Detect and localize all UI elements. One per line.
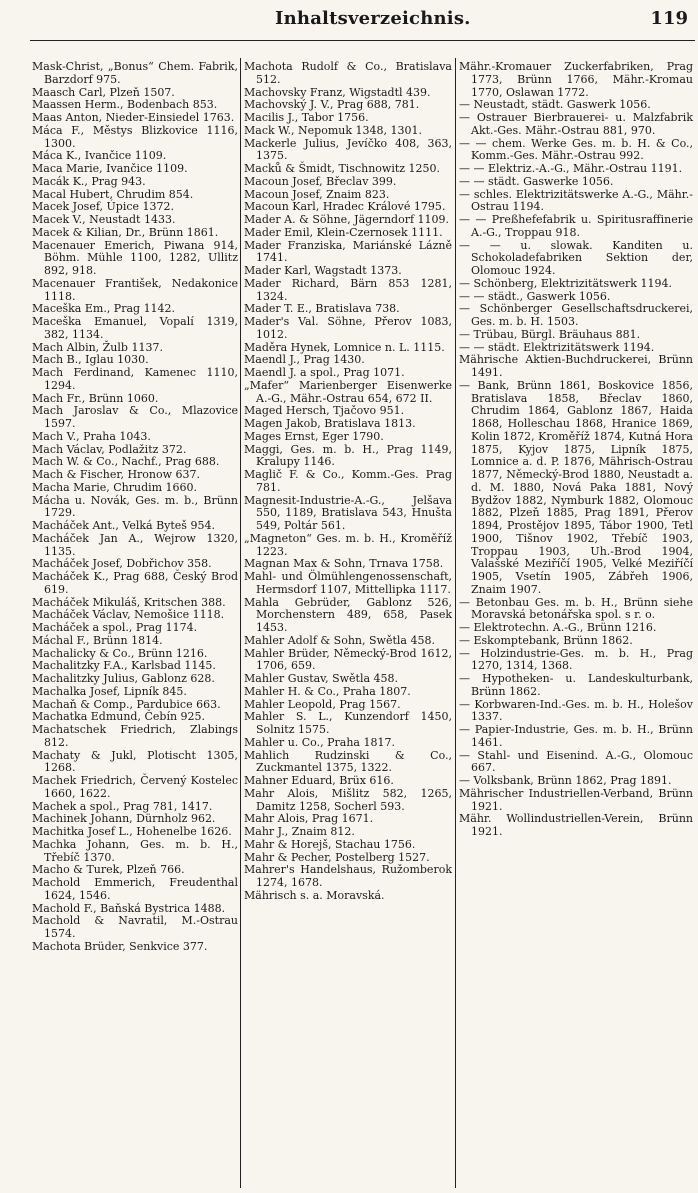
index-entry: Mages Ernst, Eger 1790. xyxy=(244,429,384,443)
index-entry: Mader T. E., Bratislava 738. xyxy=(244,302,400,316)
index-entry: Macoun Josef, Břeclav 399. xyxy=(244,174,397,188)
header-rule xyxy=(30,40,695,41)
index-entry: Machota Rudolf & Co., Bratislava 512. xyxy=(244,60,452,86)
index-entry: Mack W., Nepomuk 1348, 1301. xyxy=(244,123,422,137)
index-column-1 xyxy=(32,61,238,954)
index-entry: Macek V., Neustadt 1433. xyxy=(32,213,176,226)
index-entry: Macháček Mikuláš, Kritschen 388. xyxy=(32,595,226,609)
index-entry: Mach Albin, Žulb 1137. xyxy=(32,340,163,354)
index-entry: — — chem. Werke Ges. m. b. H. & Co., Komm.-Ges. Mähr.-Ostrau 992. xyxy=(459,136,693,163)
index-entry: Machovský J. V., Prag 688, 781. xyxy=(244,98,420,112)
index-entry: „Magneton“ Ges. m. b. H., Kroměříž 1223. xyxy=(244,531,452,558)
index-entry: Mahler S. L., Kunzendorf 1450, Solnitz 1575. xyxy=(244,710,452,736)
index-entry: Macháček Josef, Dobřichov 358. xyxy=(32,557,212,571)
index-entry: Maděra Hynek, Lomnice n. L. 1115. xyxy=(244,340,445,354)
index-entry: — Schönberg, Elektrizitätswerk 1194. xyxy=(459,276,672,290)
index-entry: Macal Hubert, Chrudim 854. xyxy=(32,187,194,201)
index-entry: Mährisch s. a. Moravská. xyxy=(244,888,385,902)
index-entry: Maca Marie, Ivančice 1109. xyxy=(32,162,188,175)
column-divider xyxy=(455,58,456,1188)
index-entry: Macenauer Emerich, Piwana 914, Böhm. Mühle 1100, 1282, Ullitz 892, 918. xyxy=(32,238,238,277)
index-entry: Machaň & Comp., Pardubice 663. xyxy=(32,697,221,711)
index-entry: — — städt. Elektrizitätswerk 1194. xyxy=(459,340,655,354)
index-entry: Machinek Johann, Dürnholz 962. xyxy=(32,812,216,826)
index-entry: Mahler H. & Co., Praha 1807. xyxy=(244,684,411,698)
index-entry: Mahrer's Handelshaus, Ružomberok 1274, 1678. xyxy=(244,863,452,889)
index-entry: — Bank, Brünn 1861, Boskovice 1856, Bratislava 1858, Břeclav 1860, Chrudim 1864, Gablonz 1867, Haida 1868, Holleschau 1868, Hranice 1869, Kolin 1872, Kroměříž 1874, Kutná Hora 1875, Kyjov 1875, Lipník 1875, Lomnice a. d. P. 1876, Mährisch-Ostrau 1877, Německý-Brod 1880, Neustadt a. d. M. 1880, Nová Paka 1881, Nový Bydžov 1882, Nymburk 1882, Olomouc 1882, Plzeň 1885, Prag 1891, Přerov 1894, Prostějov 1895, Tábor 1900, Tetl 1900, Tišnov 1902, Třebíč 1903, Troppau 1903, Uh.-Brod 1904, Valašské Meziříčí 1905, Velké Meziříčí 1905, Vsetín 1905, Zábřeh 1906, Znaim 1907. xyxy=(459,378,693,596)
index-entry: — Stahl- und Eisenind. A.-G., Olomouc 667. xyxy=(459,748,693,775)
index-entry: Maasch Carl, Plzeň 1507. xyxy=(32,85,175,99)
index-entry: Machka Johann, Ges. m. b. H., Třebíč 1370. xyxy=(32,837,238,864)
index-entry: Macák K., Prag 943. xyxy=(32,174,146,188)
index-entry: — Trübau, Bürgl. Bräuhaus 881. xyxy=(459,327,641,341)
index-entry: Macháček Ant., Velká Byteš 954. xyxy=(32,519,215,532)
index-entry: Machalitzky F.A., Karlsbad 1145. xyxy=(32,659,216,673)
index-entry: Machold F., Baňská Bystrica 1488. xyxy=(32,901,226,915)
index-entry: — — Preßhefefabrik u. Spiritusraffinerie A.-G., Troppau 918. xyxy=(459,213,693,239)
index-entry: — Eskomptebank, Brünn 1862. xyxy=(459,633,633,647)
index-entry: Macháček K., Prag 688, Český Brod 619. xyxy=(32,570,238,596)
index-entry: Machaty & Jukl, Plotischt 1305, 1268. xyxy=(32,748,238,775)
index-entry: Mahler Leopold, Prag 1567. xyxy=(244,697,401,711)
index-entry: Machitka Josef L., Hohenelbe 1626. xyxy=(32,825,232,838)
index-entry: Máca K., Ivančice 1109. xyxy=(32,149,167,163)
index-entry: Mahler Adolf & Sohn, Swětla 458. xyxy=(244,633,435,647)
index-entry: Mask-Christ, „Bonus“ Chem. Fabrik, Barzdorf 975. xyxy=(32,60,238,86)
index-entry: Mader's Val. Söhne, Přerov 1083, 1012. xyxy=(244,315,452,341)
index-entry: — Volksbank, Brünn 1862, Prag 1891. xyxy=(459,774,672,787)
index-entry: „Mafer“ Marienberger Eisenwerke A.-G., Mähr.-Ostrau 654, 672 II. xyxy=(244,378,452,405)
index-entry: Mach W. & Co., Nachf., Prag 688. xyxy=(32,455,220,469)
index-entry: Mahler Brüder, Německý-Brod 1612, 1706, 659. xyxy=(244,646,452,673)
index-entry: Mahler Gustav, Swětla 458. xyxy=(244,672,399,685)
index-entry: Mach Ferdinand, Kamenec 1110, 1294. xyxy=(32,366,238,392)
index-entry: — Betonbau Ges. m. b. H., Brünn siehe Moravská betonářska spol. s r. o. xyxy=(459,595,693,622)
index-column-3 xyxy=(459,61,693,839)
page-header xyxy=(0,0,698,40)
index-entry: Macenauer František, Nedakonice 1118. xyxy=(32,276,238,303)
index-entry: Machek Friedrich, Červený Kostelec 1660, 1622. xyxy=(32,774,238,800)
index-entry: Mácha u. Novák, Ges. m. b., Brünn 1729. xyxy=(32,493,238,520)
index-entry: Machold & Navratil, M.-Ostrau 1574. xyxy=(32,914,238,940)
index-entry: Macha Marie, Chrudim 1660. xyxy=(32,480,198,494)
index-entry: Machalka Josef, Lipník 845. xyxy=(32,684,187,698)
index-entry: Mahner Eduard, Brüx 616. xyxy=(244,774,394,787)
index-entry: — Papier-Industrie, Ges. m. b. H., Brünn 1461. xyxy=(459,723,693,749)
index-entry: Mach B., Iglau 1030. xyxy=(32,353,149,367)
running-title: Inhaltsverzeichnis. xyxy=(275,8,471,29)
index-entry: — — u. slowak. Kanditen u. Schokoladefabriken Sektion der, Olomouc 1924. xyxy=(459,238,693,277)
index-entry: Macilis J., Tabor 1756. xyxy=(244,111,369,124)
index-entry: Macků & Šmidt, Tischnowitz 1250. xyxy=(244,162,441,175)
index-entry: Maendl J. a spol., Prag 1071. xyxy=(244,366,405,379)
index-entry: Maas Anton, Nieder-Einsiedel 1763. xyxy=(32,111,235,124)
index-entry: Macho & Turek, Plzeň 766. xyxy=(32,863,185,877)
index-entry: Maassen Herm., Bodenbach 853. xyxy=(32,98,218,112)
index-entry: Machota Brüder, Senkvice 377. xyxy=(32,939,208,953)
index-entry: — Korbwaren-Ind.-Ges. m. b. H., Holešov 1337. xyxy=(459,697,693,724)
index-entry: Mahr J., Znaim 812. xyxy=(244,825,355,838)
index-entry: Macháček a spol., Prag 1174. xyxy=(32,621,198,634)
index-entry: Maceška Em., Prag 1142. xyxy=(32,302,176,316)
index-entry: Maglič F. & Co., Komm.-Ges. Prag 781. xyxy=(244,468,452,494)
index-entry: Mahla Gebrüder, Gablonz 526, Morchenstern 489, 658, Pasek 1453. xyxy=(244,595,452,634)
index-entry: Mahlich Rudzinski & Co., Zuckmantel 1375, 1322. xyxy=(244,748,452,775)
index-entry: — Ostrauer Bierbrauerei- u. Malzfabrik Akt.-Ges. Mähr.-Ostrau 881, 970. xyxy=(459,111,693,137)
index-entry: Mahr & Pecher, Postelberg 1527. xyxy=(244,850,430,864)
index-entry: Machovsky Franz, Wigstadtl 439. xyxy=(244,85,431,99)
index-entry: Macháček Jan A., Wejrow 1320, 1135. xyxy=(32,531,238,558)
index-entry: Machatschek Friedrich, Zlabings 812. xyxy=(32,723,238,749)
index-entry: Mackerle Julius, Jevíčko 408, 363, 1375. xyxy=(244,136,452,163)
index-entry: — Neustadt, städt. Gaswerk 1056. xyxy=(459,98,651,112)
index-entry: — — Elektriz.-A.-G., Mähr.-Ostrau 1191. xyxy=(459,162,683,175)
index-entry: Mader Karl, Wagstadt 1373. xyxy=(244,264,402,277)
index-entry: Mader A. & Söhne, Jägerndorf 1109. xyxy=(244,213,450,226)
index-entry: Machalicky & Co., Brünn 1216. xyxy=(32,646,208,660)
index-entry: Máchal F., Brünn 1814. xyxy=(32,633,163,647)
index-entry: Mach Václav, Podlažitz 372. xyxy=(32,442,187,456)
index-entry: Magen Jakob, Bratislava 1813. xyxy=(244,417,416,430)
index-entry: Maendl J., Prag 1430. xyxy=(244,353,365,367)
index-entry: Mahr Alois, Prag 1671. xyxy=(244,812,374,826)
index-entry: Mach V., Praha 1043. xyxy=(32,429,151,443)
index-entry: Machalitzky Julius, Gablonz 628. xyxy=(32,672,215,685)
index-entry: Mach Fr., Brünn 1060. xyxy=(32,391,159,405)
index-entry: Mader Richard, Bärn 853 1281, 1324. xyxy=(244,276,452,303)
index-entry: — schles. Elektrizitätswerke A.-G., Mähr.-Ostrau 1194. xyxy=(459,187,693,214)
index-entry: Machatka Edmund, Čebín 925. xyxy=(32,710,206,724)
index-entry: Mader Franziska, Mariánské Lázně 1741. xyxy=(244,238,452,265)
index-entry: Machek a spol., Prag 781, 1417. xyxy=(32,799,213,813)
index-entry: — Schönberger Gesellschaftsdruckerei, Ges. m. b. H. 1503. xyxy=(459,302,693,328)
index-entry: — — städt., Gaswerk 1056. xyxy=(459,289,611,303)
index-entry: Mahler u. Co., Praha 1817. xyxy=(244,735,395,749)
index-entry: Mähr.-Kromauer Zuckerfabriken, Prag 1773, Brünn 1766, Mähr.-Kromau 1770, Oslawan 1772. xyxy=(459,60,693,99)
index-entry: Mader Emil, Klein-Czernosek 1111. xyxy=(244,225,443,239)
index-entry: Maceška Emanuel, Vopalí 1319, 382, 1134. xyxy=(32,315,238,341)
column-divider xyxy=(240,58,241,1188)
index-entry: Mahr & Horejš, Stachau 1756. xyxy=(244,837,416,851)
index-entry: Mährischer Industriellen-Verband, Brünn 1921. xyxy=(459,786,693,813)
index-entry: Mach & Fischer, Hronow 637. xyxy=(32,468,201,481)
index-entry: Macoun Josef, Znaim 823. xyxy=(244,187,390,201)
index-entry: Maged Hersch, Tjačovo 951. xyxy=(244,404,405,418)
index-entry: Macek Josef, Úpice 1372. xyxy=(32,200,175,214)
index-entry: Mährische Aktien-Buchdruckerei, Brünn 1491. xyxy=(459,353,693,379)
index-column-2 xyxy=(244,61,452,903)
index-entry: Maggi, Ges. m. b. H., Prag 1149, Kralupy 1146. xyxy=(244,442,452,469)
index-entry: Magnesit-Industrie-A.-G., Jelšava 550, 1189, Bratislava 543, Hnušta 549, Poltár 561. xyxy=(244,493,452,532)
index-entry: Macoun Karl, Hradec Králové 1795. xyxy=(244,200,446,214)
index-entry: — Hypotheken- u. Landeskulturbank, Brünn 1862. xyxy=(459,672,693,698)
index-entry: — — städt. Gaswerke 1056. xyxy=(459,174,614,188)
index-entry: — Holzindustrie-Ges. m. b. H., Prag 1270, 1314, 1368. xyxy=(459,646,693,673)
index-entry: Mach Jaroslav & Co., Mlazovice 1597. xyxy=(32,404,238,430)
index-entry: Machold Emmerich, Freudenthal 1624, 1546. xyxy=(32,876,238,902)
index-entry: Magnan Max & Sohn, Trnava 1758. xyxy=(244,557,444,571)
index-entry: Mähr. Wollindustriellen-Verein, Brünn 1921. xyxy=(459,812,693,838)
index-entry: Macháček Václav, Nemošice 1118. xyxy=(32,608,225,622)
index-entry: Máca F., Městys Blizkovice 1116, 1300. xyxy=(32,123,238,150)
index-entry: — Elektrotechn. A.-G., Brünn 1216. xyxy=(459,621,657,634)
index-entry: Mahr Alois, Mišlitz 582, 1265, Damitz 1258, Socherl 593. xyxy=(244,786,452,813)
page-number: 119 xyxy=(650,8,688,29)
index-entry: Mahl- und Ölmühlengenossenschaft, Hermsdorf 1107, Mittellipka 1117. xyxy=(244,570,452,596)
index-entry: Macek & Kilian, Dr., Brünn 1861. xyxy=(32,225,219,239)
